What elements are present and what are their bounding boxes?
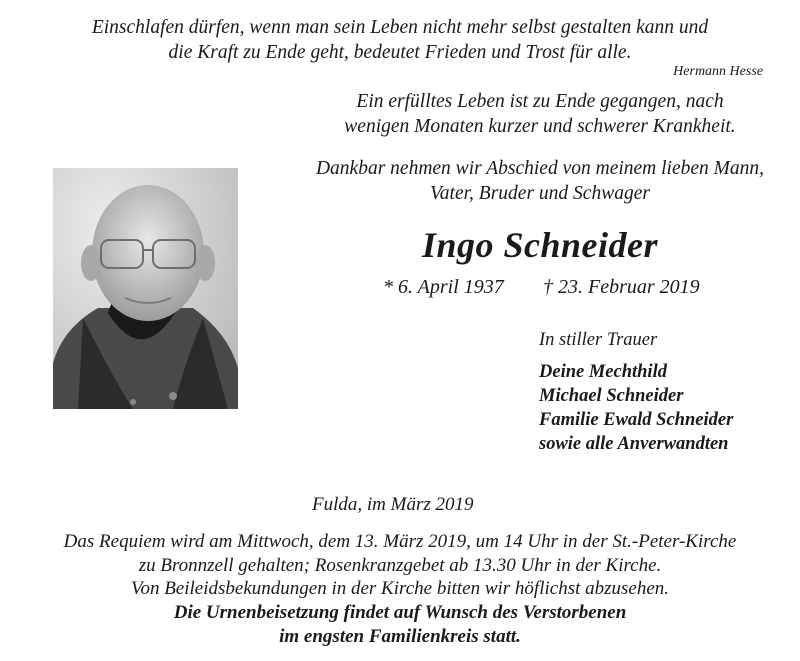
farewell-line-1: Dankbar nehmen wir Abschied von meinem lieben Mann, xyxy=(315,158,765,179)
portrait-photo xyxy=(53,168,238,409)
opening-quote xyxy=(0,15,800,65)
intro-text xyxy=(300,89,780,139)
mourners-list xyxy=(539,360,733,456)
place-date: Fulda, im März 2019 xyxy=(312,494,474,515)
urn-line-2: im engsten Familienkreis statt. xyxy=(279,625,521,647)
mourner-name: Michael Schneider xyxy=(539,386,684,406)
quote-line-2: die Kraft zu Ende geht, bedeutet Frieden und Trost für alle. xyxy=(168,42,632,63)
mourner-name: Familie Ewald Schneider xyxy=(539,410,734,430)
deceased-name: Ingo Schneider xyxy=(421,225,659,265)
requiem-line-3: Von Beileidsbekundungen in der Kirche bitten wir höflichst abzusehen. xyxy=(130,578,670,599)
mourner-name: sowie alle Anverwandten xyxy=(539,434,729,454)
quote-author: Hermann Hesse xyxy=(673,64,763,79)
mourner-name: Deine Mechthild xyxy=(539,362,667,382)
birth-date: * 6. April 1937 xyxy=(383,276,504,298)
farewell-line-2: Vater, Bruder und Schwager xyxy=(430,183,650,204)
requiem-info xyxy=(0,530,800,601)
mourning-heading: In stiller Trauer xyxy=(539,330,658,350)
requiem-line-2: zu Bronnzell gehalten; Rosenkranzgebet ab 13.30 Uhr in der Kirche. xyxy=(138,554,662,576)
requiem-line-1: Das Requiem wird am Mittwoch, dem 13. März 2019, um 14 Uhr in der St.-Peter-Kirche xyxy=(63,531,737,552)
intro-line-2: wenigen Monaten kurzer und schwerer Krankheit. xyxy=(344,116,736,137)
death-date: † 23. Februar 2019 xyxy=(543,276,700,298)
urn-burial-info xyxy=(0,601,800,648)
farewell-text xyxy=(300,156,780,206)
intro-line-1: Ein erfülltes Leben ist zu Ende gegangen, nach xyxy=(356,91,724,112)
urn-line-1: Die Urnenbeisetzung findet auf Wunsch des Verstorbenen xyxy=(173,602,627,623)
quote-line-1: Einschlafen dürfen, wenn man sein Leben nicht mehr selbst gestalten kann und xyxy=(91,17,709,38)
